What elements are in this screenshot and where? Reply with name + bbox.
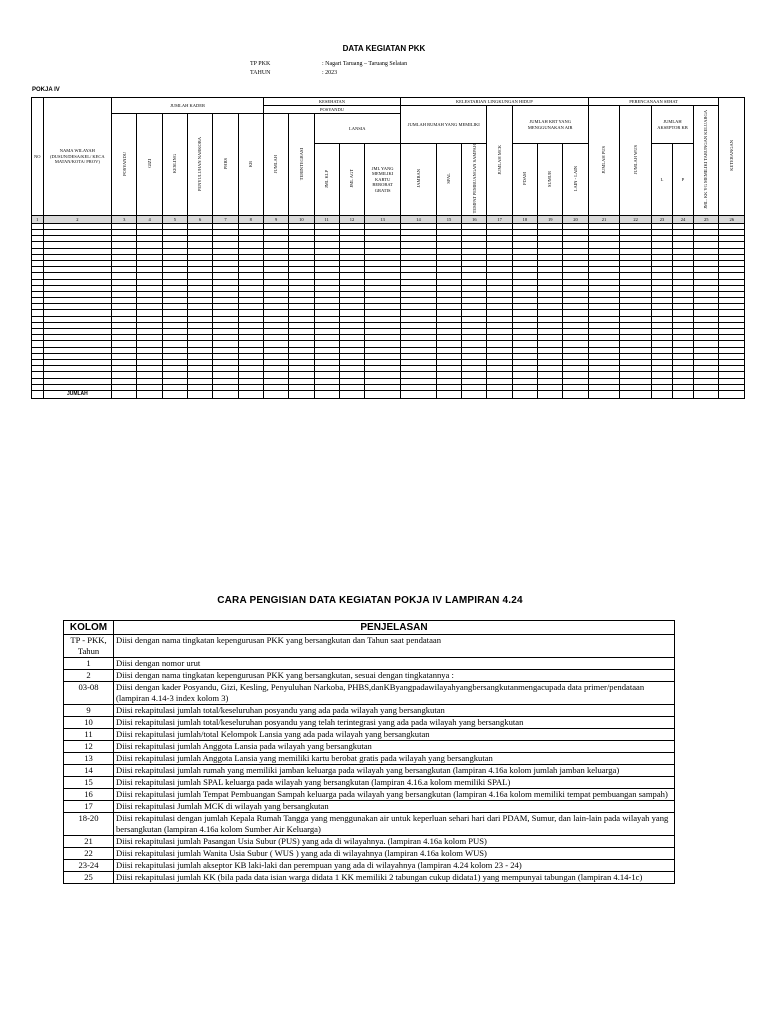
- header-lansia: LANSIA: [314, 114, 400, 144]
- kolom-cell: 1: [64, 658, 114, 670]
- tahun-label: TAHUN: [250, 70, 271, 76]
- header-spal: SPAL: [436, 144, 461, 216]
- header-keterangan: KETERANGAN: [719, 98, 745, 216]
- header-l: L: [651, 144, 672, 216]
- kolom-cell: TP - PKK, Tahun: [64, 635, 114, 658]
- header-kesehatan: KESEHATAN: [263, 98, 400, 106]
- pokja-label: POKJA IV: [32, 87, 60, 93]
- header-no: NO: [32, 98, 44, 216]
- header-jumlah-pus: JUMLAH PUS: [588, 106, 620, 216]
- kolom-header: KOLOM: [64, 621, 114, 635]
- header-kader-narkoba: PENYULUHAN NARKOBA: [188, 114, 213, 216]
- column-number: 3: [112, 215, 137, 223]
- kolom-cell: 14: [64, 765, 114, 777]
- column-number: 5: [162, 215, 187, 223]
- jumlah-row: [32, 390, 745, 398]
- penjelasan-cell: Diisi rekapitulasi jumlah/total Kelompok Lansia yang ada pada wilayah yang bersangkutan: [114, 729, 675, 741]
- explanation-row: [64, 635, 675, 658]
- header-lain-lain: LAIN - LAIN: [563, 144, 588, 216]
- kolom-cell: 2: [64, 670, 114, 682]
- kolom-cell: 03-08: [64, 682, 114, 705]
- penjelasan-cell: Diisi rekapitulasi jumlah Wanita Usia Subur ( WUS ) yang ada di wilayahnya (lampiran 4.16a kolom WUS): [114, 848, 675, 860]
- penjelasan-cell: Diisi dengan kader Posyandu, Gizi, Kesling, Penyuluhan Narkoba, PHBS,danKByangpadawilayahyangbersangkutanmengacupada data primer/pendataan (lampiran 4.14-3 index kolom 3): [114, 682, 675, 705]
- header-jml-kartu: JML YANG MEMILIKI KARTU BEROBAT GRATIS: [365, 144, 401, 216]
- explanation-row: [64, 801, 675, 813]
- data-table: [31, 97, 745, 399]
- penjelasan-cell: Diisi rekapitulasi Jumlah MCK di wilayah yang bersangkutan: [114, 801, 675, 813]
- penjelasan-cell: Diisi rekapitulasi jumlah Tempat Pembuangan Sampah keluarga pada wilayah yang bersangkutan (lampiran 4.16a kolom memiliki tempat pembuangan sampah): [114, 789, 675, 801]
- penjelasan-cell: Diisi rekapitulasi jumlah rumah yang memiliki jamban keluarga pada wilayah yang bersangkutan (lampiran 4.16a kolom jumlah jamban keluarga): [114, 765, 675, 777]
- header-kader-kesling: KESLING: [162, 114, 187, 216]
- explanation-row: [64, 682, 675, 705]
- explanation-row: [64, 741, 675, 753]
- penjelasan-cell: Diisi rekapitulasi jumlah Anggota Lansia yang memiliki kartu berobat gratis pada wilayah yang bersangkutan: [114, 753, 675, 765]
- header-p: P: [673, 144, 694, 216]
- header-kader-kb: KB: [238, 114, 263, 216]
- kolom-cell: 12: [64, 741, 114, 753]
- column-number: 4: [137, 215, 162, 223]
- header-pdam: PDAM: [512, 144, 537, 216]
- kolom-cell: 23-24: [64, 860, 114, 872]
- header-jml-klp: JML KLP: [314, 144, 339, 216]
- tahun-value: : 2023: [322, 70, 338, 76]
- penjelasan-cell: Diisi rekapitulasi jumlah Pasangan Usia Subur (PUS) yang ada di wilayahnya. (lampiran 4.16a kolom PUS): [114, 836, 675, 848]
- kolom-cell: 13: [64, 753, 114, 765]
- header-perencanaan: PERENCANAAN SEHAT: [588, 98, 719, 106]
- kolom-cell: 17: [64, 801, 114, 813]
- column-number: 14: [401, 215, 437, 223]
- kolom-cell: 18-20: [64, 813, 114, 836]
- explanation-row: [64, 753, 675, 765]
- column-number: 2: [43, 215, 112, 223]
- header-kader-phbs: PHBS: [213, 114, 238, 216]
- document-title: DATA KEGIATAN PKK: [342, 44, 426, 53]
- column-number: 19: [538, 215, 563, 223]
- header-kader-gizi: GIZI: [137, 114, 162, 216]
- kolom-cell: 15: [64, 777, 114, 789]
- kolom-cell: 10: [64, 717, 114, 729]
- header-tempat-sampah: TEMPAT PEMBUANGAN SAMPAH: [462, 144, 487, 216]
- penjelasan-cell: Diisi rekapitulasi jumlah akseptor KB laki-laki dan perempuan yang ada di wilayahnya (lampiran 4.24 kolom 23 - 24): [114, 860, 675, 872]
- kolom-cell: 11: [64, 729, 114, 741]
- explanation-row: [64, 658, 675, 670]
- penjelasan-cell: Diisi dengan nomor urut: [114, 658, 675, 670]
- explanation-row: [64, 765, 675, 777]
- column-number: 8: [238, 215, 263, 223]
- header-akseptor-kb: JUMLAH AKSEPTOR KB: [651, 106, 693, 144]
- column-number: 21: [588, 215, 620, 223]
- explanation-row: [64, 705, 675, 717]
- header-jumlah-mck: JUMLAH MCK: [487, 106, 512, 216]
- penjelasan-cell: Diisi dengan nama tingkatan kepengurusan PKK yang bersangkutan, sesuai dengan tingkatannya :: [114, 670, 675, 682]
- kolom-cell: 22: [64, 848, 114, 860]
- header-jamban: JAMBAN: [401, 144, 437, 216]
- explanation-row: [64, 789, 675, 801]
- column-number: 17: [487, 215, 512, 223]
- penjelasan-cell: Diisi rekapitulasi dengan jumlah Kepala Rumah Tangga yang menggunakan air untuk keperluan sehari hari dari PDAM, Sumur, dan lain-lain pada wilayah yang bersangkutan (lampiran 4.16a kolom Sumber Air Keluarga): [114, 813, 675, 836]
- header-tabungan: JML. KK YG MEMILIKI TABUNGAN KELUARGA: [694, 106, 719, 216]
- column-number: 9: [263, 215, 288, 223]
- kolom-cell: 16: [64, 789, 114, 801]
- penjelasan-cell: Diisi rekapitulasi jumlah KK (bila pada data isian warga didata 1 KK memiliki 2 tabungan cukup didata1) yang mempunyai tabungan (lampiran 4.14-1c): [114, 872, 675, 884]
- explanation-row: [64, 848, 675, 860]
- column-number: 12: [339, 215, 364, 223]
- jumlah-label: JUMLAH: [43, 390, 112, 398]
- explanation-row: [64, 670, 675, 682]
- header-jml-agt: JML AGT: [339, 144, 364, 216]
- kolom-cell: 9: [64, 705, 114, 717]
- column-number: 11: [314, 215, 339, 223]
- explanation-table: [63, 620, 675, 884]
- column-number: 26: [719, 215, 745, 223]
- column-number: 15: [436, 215, 461, 223]
- column-number: 13: [365, 215, 401, 223]
- explanation-row: [64, 860, 675, 872]
- header-posyandu-jumlah: JUMLAH: [263, 114, 288, 216]
- penjelasan-cell: Diisi rekapitulasi jumlah SPAL keluarga pada wilayah yang bersangkutan (lampiran 4.16.a kolom memiliki SPAL): [114, 777, 675, 789]
- column-number: 23: [651, 215, 672, 223]
- column-number: 1: [32, 215, 44, 223]
- penjelasan-cell: Diisi rekapitulasi jumlah total/keseluruhan posyandu yang ada pada wilayah yang bersangkutan: [114, 705, 675, 717]
- penjelasan-header: PENJELASAN: [114, 621, 675, 635]
- column-number-row: [32, 215, 745, 223]
- explanation-row: [64, 872, 675, 884]
- column-number: 22: [620, 215, 652, 223]
- penjelasan-cell: Diisi rekapitulasi jumlah total/keseluruhan posyandu yang telah terintegrasi yang ada pada wilayah yang bersangkutan: [114, 717, 675, 729]
- column-number: 24: [673, 215, 694, 223]
- kolom-cell: 21: [64, 836, 114, 848]
- column-number: 10: [289, 215, 314, 223]
- kolom-cell: 25: [64, 872, 114, 884]
- explanation-row: [64, 813, 675, 836]
- explanation-row: [64, 717, 675, 729]
- header-terintegrasi: TERINTEGRASI: [289, 114, 314, 216]
- penjelasan-cell: Diisi dengan nama tingkatan kepengurusan PKK yang bersangkutan dan Tahun saat pendataan: [114, 635, 675, 658]
- header-sumur: SUMUR: [538, 144, 563, 216]
- column-number: 25: [694, 215, 719, 223]
- column-number: 20: [563, 215, 588, 223]
- explanation-row: [64, 729, 675, 741]
- column-number: 16: [462, 215, 487, 223]
- header-kelestarian: KELESTARIAN LINGKUNGAN HIDUP: [401, 98, 589, 106]
- tp-value: : Nagari Taruang – Taruang Selatan: [322, 61, 408, 67]
- header-jumlah-wus: JUMLAH WUS: [620, 106, 652, 216]
- tp-label: TP PKK: [250, 61, 271, 67]
- header-jumlah-krt: JUMLAH KRT YANG MENGGUNAKAN AIR: [512, 106, 588, 144]
- header-kader-posyandu: POSYANDU: [112, 114, 137, 216]
- explanation-title: CARA PENGISIAN DATA KEGIATAN POKJA IV LAMPIRAN 4.24: [217, 595, 523, 606]
- document-meta: [250, 60, 407, 78]
- header-jumlah-rumah: JUMLAH RUMAH YANG MEMILIKI: [401, 106, 487, 144]
- header-jumlah-kader: JUMLAH KADER: [112, 98, 264, 114]
- column-number: 6: [188, 215, 213, 223]
- header-posyandu: POSYANDU: [263, 106, 400, 114]
- header-nama-wilayah: NAMA WILAYAH (DUSUN/DESA/KEL/ KECA MATAN/KOTA/ PROV): [43, 98, 112, 216]
- column-number: 7: [213, 215, 238, 223]
- explanation-row: [64, 836, 675, 848]
- explanation-row: [64, 777, 675, 789]
- column-number: 18: [512, 215, 537, 223]
- penjelasan-cell: Diisi rekapitulasi jumlah Anggota Lansia pada wilayah yang bersangkutan: [114, 741, 675, 753]
